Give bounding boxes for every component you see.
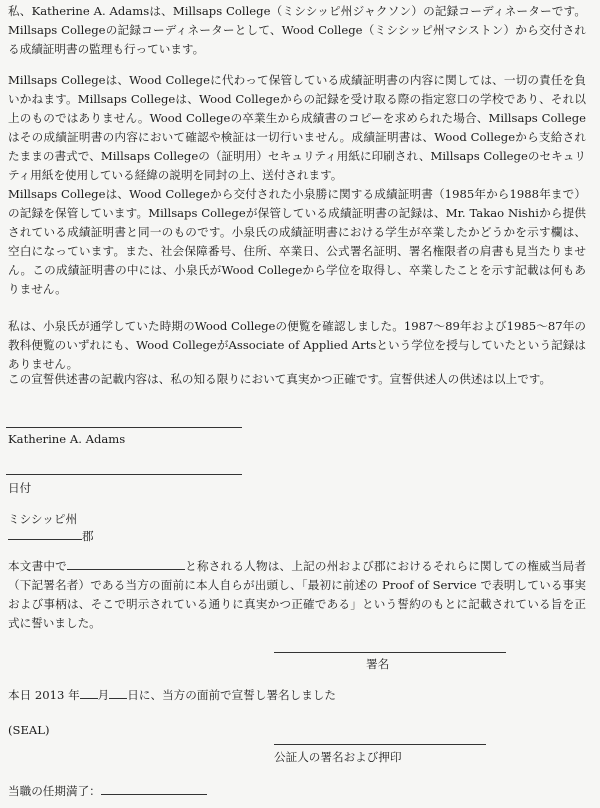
notary-signature-label: 公証人の署名および押印 xyxy=(274,750,402,764)
commission-blank xyxy=(101,782,207,795)
notary-seal-line xyxy=(274,744,486,745)
signature-label: 署名 xyxy=(366,657,390,671)
person-name-blank xyxy=(67,557,185,570)
month-blank xyxy=(80,686,98,699)
paragraph-responsibility: Millsaps Collegeは、Wood Collegeに代わって保管している成績証明書の内容に関しては、一切の責任を負いかねます。Millsaps Collegeは、Wood Collegeからの記録を受け取る際の指定窓口の学校であり、それ以上のものではありません。Wood Collegeの卒業生から成績書のコピーを求められた場合、Millsaps Collegeはその成績証明書の内容において確認や検証は一切行いません。成績証明書は、Wood Collegeから支給されたままの書式で、Millsaps Collegeの（証明用）セキュリティ用紙に印刷され、Millsaps Collegeのセキュリティ用紙を使用している経緯の説明を同封の上、送付されます。 xyxy=(8,73,586,182)
paragraph-transcript-record: Millsaps Collegeは、Wood Collegeから交付された小泉勝に関する成績証明書（1985年から1988年まで）の記録を保管しています。Millsaps Collegeが保管している成績証明書の記録は、Mr. Takao Nishiから提供されている成績証明書と同一のものです。小泉氏の成績証明書における学生が卒業したかどうかを示す欄は、空白になっています。また、社会保障番号、住所、卒業日、公式署名証明、署名権限者の肩書も見当たりません。この成績証明書の中には、小泉氏がWood Collegeから学位を取得し、卒業したことを示す記載は何もありません。 xyxy=(8,187,586,296)
sworn-prefix: 本日 2013 年 xyxy=(8,688,80,702)
sworn-suffix: 日に、当方の面前で宣誓し署名しました xyxy=(127,688,336,702)
commission-label: 当職の任期満了： xyxy=(8,784,101,798)
county-blank xyxy=(8,527,82,540)
sworn-date-line xyxy=(8,686,336,703)
notary-paragraph xyxy=(8,557,586,633)
date-label: 日付 xyxy=(8,481,32,495)
paragraph-attestation: この宣誓供述書の記載内容は、私の知る限りにおいて真実かつ正確です。宣誓供述人の供述は以上です。 xyxy=(8,372,552,386)
seal-label: (SEAL) xyxy=(8,723,50,737)
paragraph-catalog-review: 私は、小泉氏が通学していた時期のWood Collegeの便覧を確認しました。1987〜89年および1985〜87年の教科便覧のいずれにも、Wood CollegeがAssociate of Applied Artsという学位を授与していたという記録はありません。 xyxy=(8,319,586,371)
paragraph-intro: 私、Katherine A. Adamsは、Millsaps College（ミシシッピ州ジャクソン）の記録コーディネーターです。Millsaps Collegeの記録コーディネーターとして、Wood College（ミシシッピ州マシストン）から交付される成績証明書の監理も行っています。 xyxy=(8,4,586,56)
notary-body: と称される人物は、上記の州および郡におけるそれらに関しての権威当局者（下記署名者）である当方の面前に本人自らが出頭し、「最初に前述の Proof of Service で表明している事実および事柄は、そこで明示されている通りに真実かつ正確である」という誓約のもとに記載されている旨を正式に誓いました。 xyxy=(8,559,586,630)
county-suffix: 郡 xyxy=(82,529,94,543)
state-label: ミシシッピ州 xyxy=(8,512,78,526)
month-label: 月 xyxy=(97,688,110,702)
signature-line xyxy=(6,427,242,428)
day-blank xyxy=(109,686,127,699)
date-line xyxy=(6,474,242,475)
notary-signature-line xyxy=(274,652,506,653)
county-line xyxy=(8,527,94,544)
signer-name: Katherine A. Adams xyxy=(8,432,126,446)
notary-prefix: 本文書中で xyxy=(8,559,67,573)
commission-line xyxy=(8,782,207,799)
